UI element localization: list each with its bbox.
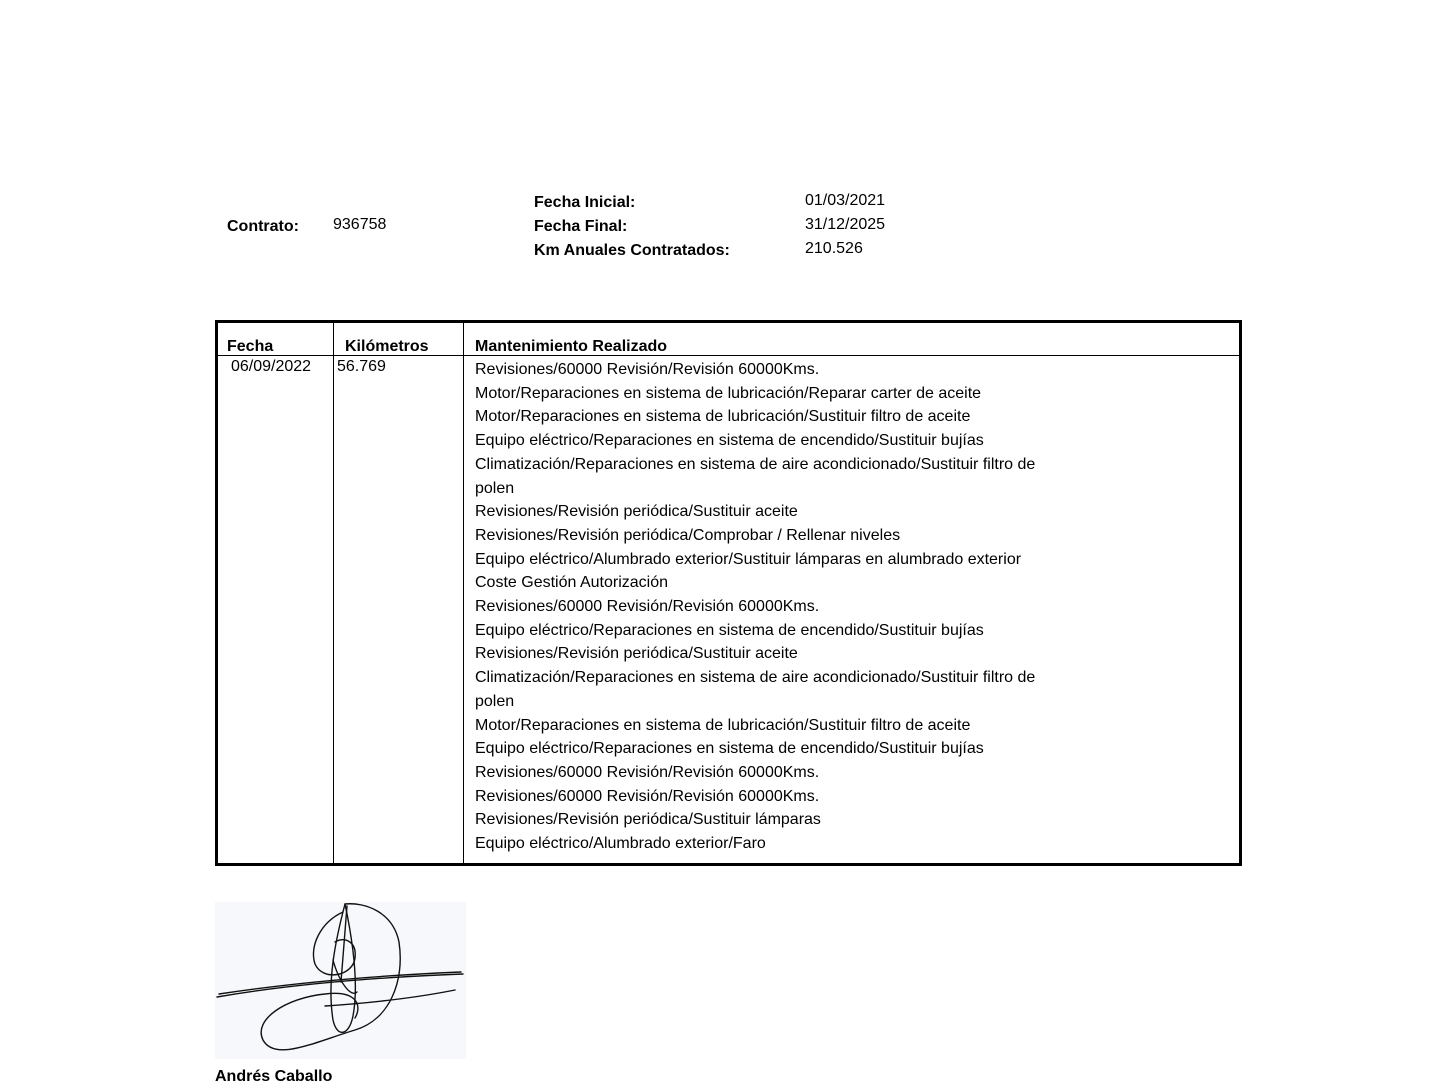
- fecha-inicial-value: 01/03/2021: [805, 192, 886, 209]
- list-item: Climatización/Reparaciones en sistema de aire acondicionado/Sustituir filtro de: [475, 669, 1036, 687]
- list-item: Equipo eléctrico/Reparaciones en sistema de encendido/Sustituir bujías: [475, 621, 984, 639]
- list-item: Revisiones/Revisión periódica/Sustituir lámparas: [475, 811, 821, 829]
- list-item: Motor/Reparaciones en sistema de lubricación/Sustituir filtro de aceite: [475, 716, 971, 734]
- km-anuales-value: 210.526: [805, 240, 863, 257]
- list-item: Climatización/Reparaciones en sistema de aire acondicionado/Sustituir filtro de: [475, 455, 1036, 473]
- list-item: Revisiones/60000 Revisión/Revisión 60000Kms.: [475, 361, 820, 378]
- header-kilometros: Kilómetros: [345, 338, 429, 355]
- maintenance-list: [475, 358, 1035, 856]
- signature-image: [215, 902, 466, 1059]
- fecha-final-label: Fecha Final:: [534, 218, 628, 235]
- list-item: polen: [475, 479, 515, 497]
- column-divider: [463, 323, 464, 863]
- list-item: Revisiones/60000 Revisión/Revisión 60000Kms.: [475, 787, 820, 805]
- maintenance-table: [215, 320, 1242, 866]
- list-item: Motor/Reparaciones en sistema de lubricación/Sustituir filtro de aceite: [475, 408, 971, 426]
- list-item: Revisiones/Revisión periódica/Sustituir aceite: [475, 645, 798, 663]
- row-kilometros: 56.769: [337, 358, 386, 375]
- header-fecha: Fecha: [227, 338, 274, 355]
- list-item: polen: [475, 692, 515, 710]
- list-item: Equipo eléctrico/Alumbrado exterior/Faro: [475, 835, 766, 853]
- contrato-label: Contrato:: [227, 218, 299, 235]
- list-item: Equipo eléctrico/Reparaciones en sistema de encendido/Sustituir bujías: [475, 432, 984, 450]
- row-fecha: 06/09/2022: [231, 358, 312, 375]
- list-item: Equipo eléctrico/Reparaciones en sistema de encendido/Sustituir bujías: [475, 740, 984, 758]
- contrato-value: 936758: [333, 216, 387, 233]
- list-item: Revisiones/60000 Revisión/Revisión 60000Kms.: [475, 598, 820, 616]
- list-item: Revisiones/Revisión periódica/Comprobar / Rellenar niveles: [475, 526, 901, 544]
- list-item: Revisiones/60000 Revisión/Revisión 60000Kms.: [475, 763, 820, 781]
- km-anuales-label: Km Anuales Contratados:: [534, 242, 730, 259]
- signature-scribble-icon: [215, 902, 466, 1059]
- signer-name: Andrés Caballo: [215, 1068, 333, 1085]
- list-item: Motor/Reparaciones en sistema de lubricación/Reparar carter de aceite: [475, 384, 982, 402]
- fecha-final-value: 31/12/2025: [805, 216, 886, 233]
- column-divider: [333, 323, 334, 863]
- list-item: Equipo eléctrico/Alumbrado exterior/Sustituir lámparas en alumbrado exterior: [475, 550, 1022, 568]
- header-mantenimiento: Mantenimiento Realizado: [475, 338, 668, 355]
- list-item: Coste Gestión Autorización: [475, 574, 668, 592]
- list-item: Revisiones/Revisión periódica/Sustituir aceite: [475, 503, 798, 521]
- fecha-inicial-label: Fecha Inicial:: [534, 194, 636, 211]
